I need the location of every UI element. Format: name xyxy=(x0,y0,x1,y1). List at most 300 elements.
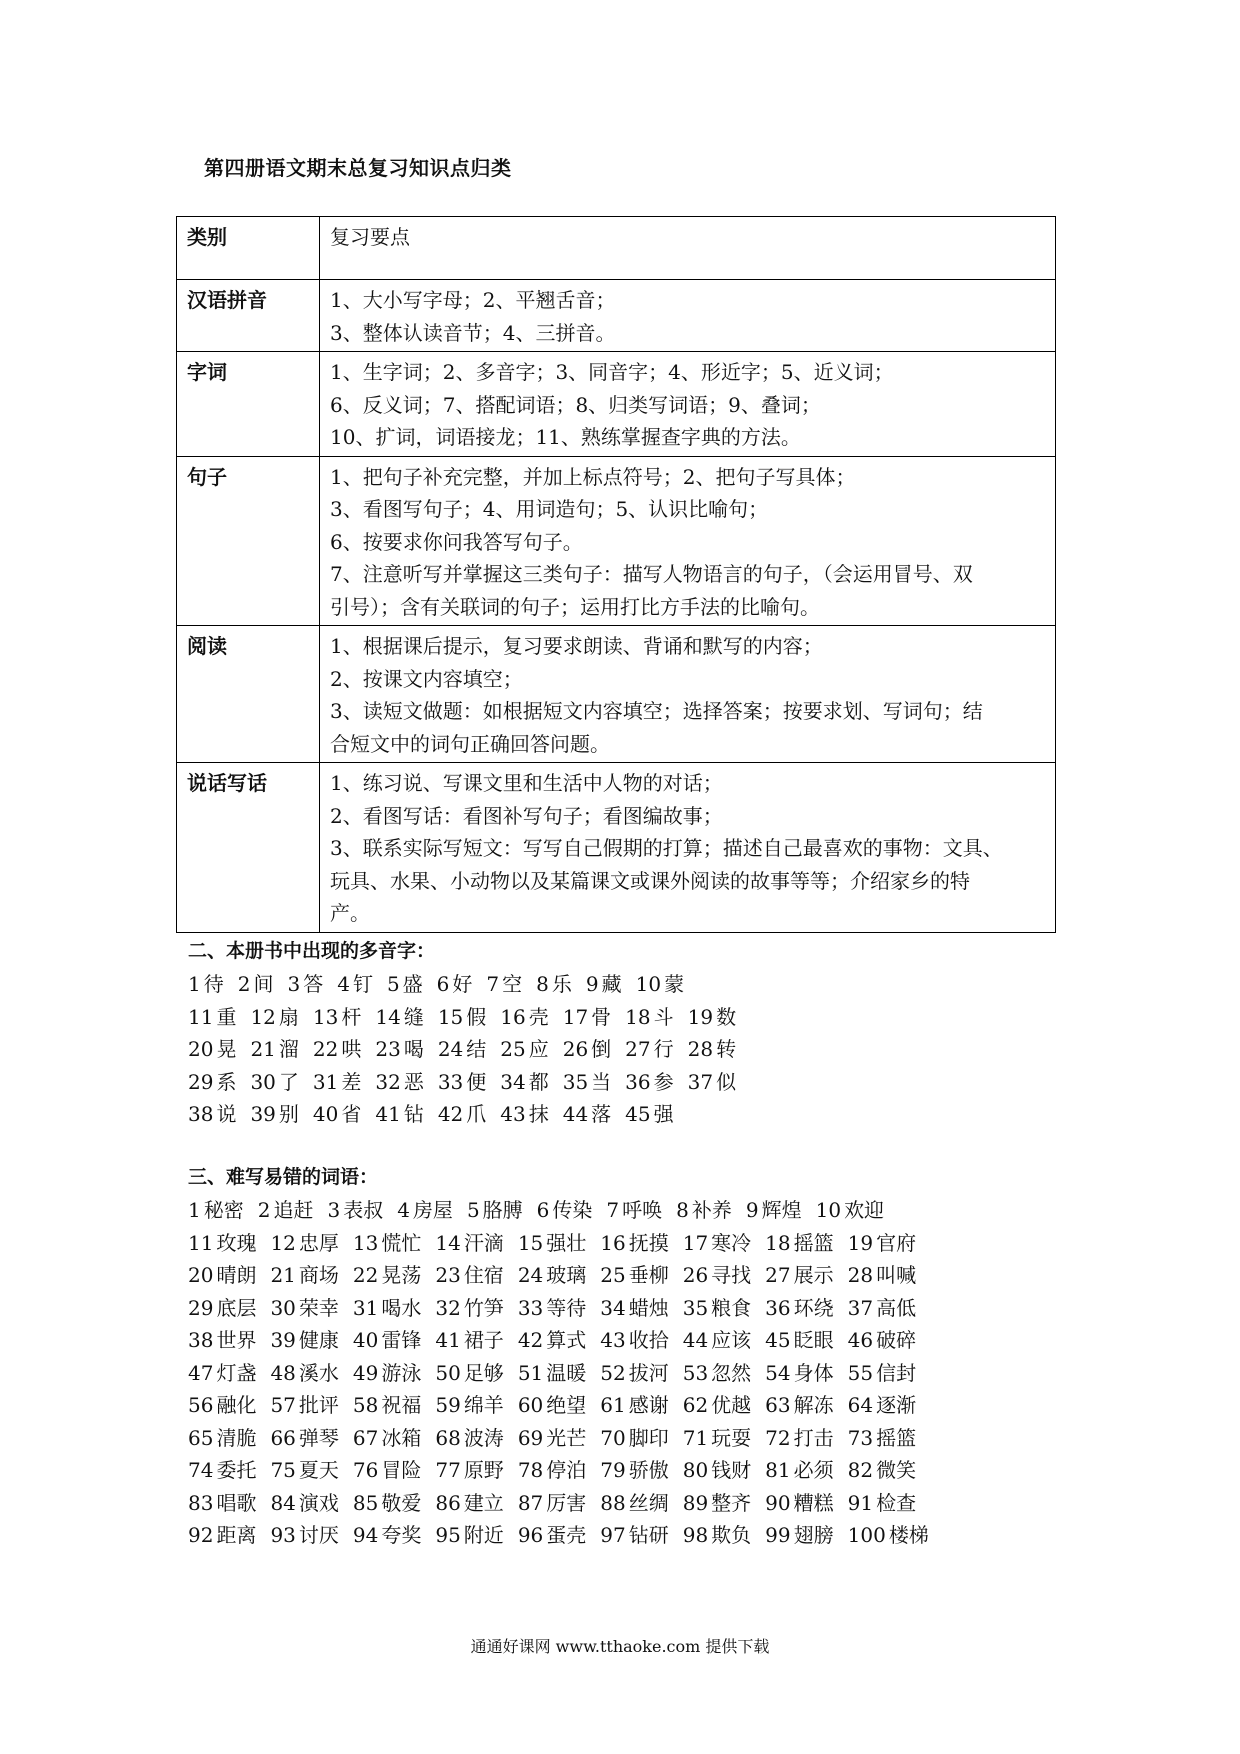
entry-number: 2 xyxy=(237,972,251,996)
entry-text: 收拾 xyxy=(628,1328,669,1352)
polyphonic-character xyxy=(500,1098,548,1131)
hard-word xyxy=(435,1259,503,1292)
entry-number: 26 xyxy=(682,1263,709,1287)
entry-text: 缝 xyxy=(403,1004,424,1029)
hard-word xyxy=(848,1519,929,1552)
table-row xyxy=(177,626,1056,763)
entry-text: 骄傲 xyxy=(628,1458,669,1482)
point-line: 3、整体认读音节；4、三拼音。 xyxy=(330,320,616,345)
entry-number: 21 xyxy=(250,1037,276,1061)
entry-text: 脚印 xyxy=(628,1425,669,1450)
entry-text: 夏天 xyxy=(298,1458,339,1482)
entry-number: 41 xyxy=(435,1328,461,1352)
entry-text: 忽然 xyxy=(711,1360,752,1385)
entry-text: 竹笋 xyxy=(463,1295,504,1320)
entry-text: 摇篮 xyxy=(793,1230,834,1255)
hard-word xyxy=(270,1487,338,1520)
hard-word xyxy=(435,1487,503,1520)
entry-number: 73 xyxy=(847,1425,874,1450)
entry-number: 27 xyxy=(765,1263,791,1287)
hard-word xyxy=(258,1194,314,1227)
entry-number: 20 xyxy=(188,1037,214,1061)
entry-text: 检查 xyxy=(876,1490,917,1515)
entry-number: 78 xyxy=(517,1458,544,1482)
point-line: 7、注意听写并掌握这三类句子：描写人物语言的句子，（会运用冒号、双 xyxy=(330,562,973,586)
entry-number: 94 xyxy=(352,1523,379,1547)
entry-text: 厉害 xyxy=(546,1490,587,1515)
hard-word xyxy=(353,1454,421,1487)
entry-number: 99 xyxy=(765,1523,791,1547)
hard-word xyxy=(848,1389,916,1422)
entry-text: 健康 xyxy=(298,1328,339,1352)
entry-text: 等待 xyxy=(546,1295,587,1320)
entry-number: 6 xyxy=(536,1198,550,1222)
point-line: 10、扩词，词语接龙；11、熟练掌握查字典的方法。 xyxy=(330,425,801,449)
hard-word xyxy=(188,1389,256,1422)
hard-word xyxy=(765,1389,833,1422)
entry-number: 31 xyxy=(312,1069,339,1094)
entry-number: 52 xyxy=(600,1360,626,1385)
entry-text: 破碎 xyxy=(876,1328,917,1352)
entry-text: 唱歌 xyxy=(216,1490,257,1515)
entry-text: 寒冷 xyxy=(711,1230,752,1255)
hard-word xyxy=(683,1324,751,1357)
hard-word xyxy=(600,1292,668,1325)
entry-number: 69 xyxy=(517,1425,544,1450)
hard-word xyxy=(188,1357,256,1390)
hard-word xyxy=(270,1324,338,1357)
hard-word xyxy=(188,1227,256,1260)
entry-number: 6 xyxy=(436,972,450,996)
entry-number: 1 xyxy=(188,1198,201,1222)
entry-number: 74 xyxy=(188,1458,214,1482)
entry-row xyxy=(188,1033,1068,1066)
hard-word xyxy=(600,1227,668,1260)
polyphonic-character xyxy=(438,1033,486,1066)
polyphonic-character xyxy=(563,1033,611,1066)
entry-number: 82 xyxy=(847,1458,874,1482)
polyphonic-character xyxy=(250,1033,298,1066)
entry-number: 46 xyxy=(847,1328,874,1352)
entry-number: 38 xyxy=(188,1102,214,1126)
entry-row xyxy=(188,1194,1068,1227)
entry-number: 80 xyxy=(682,1458,709,1482)
entry-row xyxy=(188,1422,1068,1455)
polyphonic-character xyxy=(625,1033,673,1066)
entry-number: 62 xyxy=(682,1393,709,1417)
row-points xyxy=(320,352,1056,457)
entry-number: 25 xyxy=(500,1037,526,1061)
hard-word xyxy=(270,1519,338,1552)
entry-text: 好 xyxy=(452,972,473,996)
hard-word xyxy=(765,1519,833,1552)
entry-number: 29 xyxy=(188,1295,214,1320)
hard-word xyxy=(765,1292,833,1325)
entry-number: 10 xyxy=(815,1198,842,1222)
entry-text: 辉煌 xyxy=(761,1198,802,1222)
entry-text: 叫喊 xyxy=(876,1263,917,1287)
polyphonic-character xyxy=(486,968,522,1001)
entry-text: 粮食 xyxy=(711,1295,752,1320)
entry-number: 36 xyxy=(625,1069,651,1094)
entry-text: 哄 xyxy=(341,1037,362,1061)
entry-number: 100 xyxy=(847,1523,886,1547)
entry-text: 摇篮 xyxy=(876,1425,917,1450)
entry-text: 丝绸 xyxy=(628,1490,669,1515)
hard-word xyxy=(848,1324,916,1357)
entry-number: 15 xyxy=(437,1004,464,1029)
hard-word xyxy=(353,1519,421,1552)
entry-number: 43 xyxy=(500,1102,526,1126)
hard-word xyxy=(683,1357,751,1390)
entry-text: 结 xyxy=(466,1037,487,1061)
entry-text: 蜡烛 xyxy=(628,1295,669,1320)
hard-word xyxy=(188,1422,256,1455)
polyphonic-character xyxy=(188,1001,236,1034)
entry-number: 23 xyxy=(435,1263,461,1287)
entry-text: 蛋壳 xyxy=(546,1523,587,1547)
entry-text: 委托 xyxy=(216,1458,257,1482)
entry-text: 倒 xyxy=(591,1037,612,1061)
table-row xyxy=(177,280,1056,352)
entry-text: 晃荡 xyxy=(381,1263,422,1287)
hard-word xyxy=(188,1292,256,1325)
entry-text: 钻 xyxy=(403,1102,424,1126)
hard-word xyxy=(600,1357,668,1390)
entry-text: 拔河 xyxy=(628,1360,669,1385)
entry-number: 23 xyxy=(375,1037,401,1061)
hard-word xyxy=(270,1259,338,1292)
hard-word xyxy=(676,1194,732,1227)
polyphonic-character xyxy=(375,1001,423,1034)
entry-text: 溜 xyxy=(278,1037,299,1061)
entry-number: 22 xyxy=(312,1037,339,1061)
entry-number: 92 xyxy=(188,1523,214,1547)
entry-number: 97 xyxy=(600,1523,626,1547)
entry-number: 75 xyxy=(270,1458,296,1482)
polyphonic-character xyxy=(387,968,423,1001)
row-category: 阅读 xyxy=(177,626,320,763)
table-row xyxy=(177,763,1056,933)
header-points: 复习要点 xyxy=(320,217,1056,280)
entry-text: 玫瑰 xyxy=(216,1230,257,1255)
polyphonic-character xyxy=(625,1001,673,1034)
entry-number: 41 xyxy=(375,1102,401,1126)
point-line: 3、联系实际写短文：写写自己假期的打算；描述自己最喜欢的事物：文具、 xyxy=(330,836,1003,860)
entry-number: 18 xyxy=(625,1004,651,1029)
point-line: 玩具、水果、小动物以及某篇课文或课外阅读的故事等等；介绍家乡的特 xyxy=(330,868,970,893)
entry-text: 都 xyxy=(528,1069,549,1094)
entry-number: 16 xyxy=(600,1230,626,1255)
entry-text: 秘密 xyxy=(203,1198,244,1222)
entry-text: 融化 xyxy=(216,1393,257,1417)
entry-number: 33 xyxy=(437,1069,464,1094)
entry-text: 说 xyxy=(216,1102,237,1126)
hard-word xyxy=(765,1259,833,1292)
entry-number: 16 xyxy=(500,1004,526,1029)
point-line: 6、反义词；7、搭配词语；8、归类写词语；9、叠词； xyxy=(330,392,821,417)
entry-text: 敬爱 xyxy=(381,1490,422,1515)
entry-number: 65 xyxy=(188,1425,214,1450)
hard-word xyxy=(600,1487,668,1520)
hard-word xyxy=(816,1194,884,1227)
entry-number: 76 xyxy=(352,1458,379,1482)
entry-text: 慌忙 xyxy=(381,1230,422,1255)
hard-word xyxy=(518,1454,586,1487)
hard-word xyxy=(270,1227,338,1260)
entry-number: 47 xyxy=(188,1360,214,1385)
row-points xyxy=(320,280,1056,352)
entry-text: 讨厌 xyxy=(298,1523,339,1547)
hard-word xyxy=(353,1389,421,1422)
entry-number: 44 xyxy=(682,1328,709,1352)
entry-text: 晃 xyxy=(216,1037,237,1061)
entry-text: 演戏 xyxy=(298,1490,339,1515)
polyphonic-character xyxy=(688,1033,736,1066)
entry-number: 89 xyxy=(682,1490,709,1515)
entry-text: 身体 xyxy=(793,1360,834,1385)
entry-number: 42 xyxy=(517,1328,544,1352)
entry-number: 68 xyxy=(435,1425,461,1450)
entry-text: 祝福 xyxy=(381,1393,422,1417)
hard-word xyxy=(537,1194,593,1227)
entry-number: 63 xyxy=(765,1393,791,1417)
entry-text: 蒙 xyxy=(664,972,685,996)
entry-number: 19 xyxy=(847,1230,874,1255)
hard-word xyxy=(683,1519,751,1552)
entry-number: 3 xyxy=(287,972,301,996)
row-category: 汉语拼音 xyxy=(177,280,320,352)
entry-text: 整齐 xyxy=(711,1490,752,1515)
entry-text: 行 xyxy=(653,1037,674,1061)
entry-row xyxy=(188,1324,1068,1357)
entry-number: 87 xyxy=(517,1490,544,1515)
entry-number: 35 xyxy=(562,1069,589,1094)
entry-number: 72 xyxy=(765,1425,791,1450)
entry-text: 冒险 xyxy=(381,1458,422,1482)
entry-text: 便 xyxy=(466,1069,487,1094)
entry-text: 补养 xyxy=(691,1198,732,1222)
entry-number: 32 xyxy=(375,1069,401,1094)
point-line: 2、看图写话：看图补写句子；看图编故事； xyxy=(330,803,723,828)
hard-word xyxy=(518,1389,586,1422)
hard-word xyxy=(435,1519,503,1552)
entry-text: 假 xyxy=(466,1004,487,1029)
table-header-row xyxy=(177,217,1056,280)
hard-word xyxy=(683,1454,751,1487)
entry-text: 参 xyxy=(653,1069,674,1094)
polyphonic-character xyxy=(238,968,274,1001)
entry-number: 50 xyxy=(435,1360,461,1385)
entry-row xyxy=(188,1454,1068,1487)
entry-number: 4 xyxy=(337,972,350,996)
entry-text: 省 xyxy=(341,1102,362,1126)
entry-text: 附近 xyxy=(463,1523,504,1547)
polyphonic-character xyxy=(563,1098,611,1131)
hard-word xyxy=(765,1422,833,1455)
point-line: 3、看图写句子；4、用词造句；5、认识比喻句； xyxy=(330,497,769,521)
entry-number: 30 xyxy=(270,1295,296,1320)
entry-number: 40 xyxy=(352,1328,379,1352)
entry-text: 胳膊 xyxy=(482,1198,523,1222)
entry-number: 58 xyxy=(352,1393,379,1417)
entry-text: 房屋 xyxy=(412,1198,453,1222)
entry-text: 钱财 xyxy=(711,1458,752,1482)
row-points xyxy=(320,763,1056,933)
hard-word xyxy=(848,1259,916,1292)
polyphonic-character xyxy=(586,968,622,1001)
point-line: 6、按要求你问我答写句子。 xyxy=(330,529,583,554)
polyphonic-character xyxy=(250,1098,298,1131)
entry-text: 重 xyxy=(216,1004,237,1029)
entry-number: 25 xyxy=(600,1263,626,1287)
polyphonic-character xyxy=(625,1066,673,1099)
entry-number: 5 xyxy=(386,972,400,996)
entry-number: 43 xyxy=(600,1328,626,1352)
polyphonic-character xyxy=(688,1066,736,1099)
polyphonic-character xyxy=(287,968,323,1001)
point-line: 1、生字词；2、多音字；3、同音字；4、形近字；5、近义词； xyxy=(330,360,894,384)
hard-words-heading: 三、难写易错的词语： xyxy=(188,1166,379,1188)
entry-number: 36 xyxy=(765,1295,791,1320)
hard-word xyxy=(518,1422,586,1455)
hard-word xyxy=(435,1357,503,1390)
polyphonic-character xyxy=(636,968,684,1001)
hard-word xyxy=(353,1422,421,1455)
entry-number: 40 xyxy=(312,1102,339,1126)
polyphonic-character xyxy=(188,1066,236,1099)
entry-number: 18 xyxy=(765,1230,791,1255)
polyphonic-character xyxy=(188,968,224,1001)
entry-text: 钻研 xyxy=(628,1523,669,1547)
entry-text: 别 xyxy=(278,1102,299,1126)
polyphonic-character xyxy=(563,1001,611,1034)
entry-number: 9 xyxy=(745,1198,759,1222)
row-points xyxy=(320,456,1056,626)
hard-word xyxy=(606,1194,662,1227)
entry-number: 39 xyxy=(250,1102,276,1126)
entry-text: 裙子 xyxy=(463,1328,504,1352)
entry-number: 45 xyxy=(765,1328,791,1352)
hard-word xyxy=(188,1519,256,1552)
entry-number: 19 xyxy=(687,1004,714,1029)
hard-word xyxy=(270,1292,338,1325)
entry-text: 垂柳 xyxy=(628,1263,669,1287)
entry-text: 差 xyxy=(341,1069,362,1094)
entry-text: 优越 xyxy=(711,1393,752,1417)
hard-word xyxy=(353,1487,421,1520)
footer: 通通好课网 www.tthaoke.com 提供下载 xyxy=(470,1637,770,1656)
entry-text: 盛 xyxy=(402,972,423,996)
entry-number: 8 xyxy=(676,1198,689,1222)
polyphonic-character xyxy=(313,1033,361,1066)
entry-text: 糟糕 xyxy=(793,1490,834,1515)
entry-number: 26 xyxy=(562,1037,589,1061)
entry-row xyxy=(188,1001,1068,1034)
header-category: 类别 xyxy=(177,217,320,280)
point-line: 2、按课文内容填空； xyxy=(330,666,523,691)
entry-text: 玩耍 xyxy=(711,1425,752,1450)
review-table xyxy=(176,216,1056,933)
hard-word xyxy=(683,1422,751,1455)
entry-text: 原野 xyxy=(463,1458,504,1482)
polyphonic-character xyxy=(250,1066,298,1099)
entry-number: 11 xyxy=(188,1004,214,1029)
entry-number: 44 xyxy=(562,1102,589,1126)
hard-word xyxy=(600,1259,668,1292)
entry-row xyxy=(188,1259,1068,1292)
entry-text: 欢迎 xyxy=(844,1198,885,1222)
entry-text: 展示 xyxy=(793,1263,834,1287)
entry-text: 表叔 xyxy=(343,1198,384,1222)
polyphonic-character xyxy=(438,1098,486,1131)
polyphonic-character xyxy=(375,1066,423,1099)
polyphonic-character xyxy=(313,1098,361,1131)
hard-word xyxy=(848,1227,916,1260)
entry-text: 当 xyxy=(591,1069,612,1094)
entry-text: 世界 xyxy=(216,1328,257,1352)
entry-text: 环绕 xyxy=(793,1295,834,1320)
entry-number: 91 xyxy=(847,1490,874,1515)
entry-number: 28 xyxy=(687,1037,714,1061)
entry-number: 5 xyxy=(466,1198,480,1222)
entry-number: 60 xyxy=(517,1393,544,1417)
polyphonic-character xyxy=(500,1001,548,1034)
polyphonic-character xyxy=(625,1098,673,1131)
entry-text: 商场 xyxy=(298,1263,339,1287)
hard-word xyxy=(746,1194,802,1227)
entry-number: 31 xyxy=(352,1295,379,1320)
entry-number: 4 xyxy=(397,1198,410,1222)
entry-text: 距离 xyxy=(216,1523,257,1547)
polyphonic-character xyxy=(688,1001,736,1034)
entry-number: 37 xyxy=(687,1069,714,1094)
entry-text: 温暖 xyxy=(546,1360,587,1385)
entry-text: 建立 xyxy=(463,1490,504,1515)
entry-number: 12 xyxy=(270,1230,296,1255)
entry-row xyxy=(188,1487,1068,1520)
hard-word xyxy=(270,1357,338,1390)
polyphonic-character xyxy=(337,968,373,1001)
entry-number: 88 xyxy=(600,1490,626,1515)
polyphonic-character xyxy=(313,1066,361,1099)
entry-text: 信封 xyxy=(876,1360,917,1385)
entry-number: 96 xyxy=(517,1523,544,1547)
entry-text: 忠厚 xyxy=(298,1230,339,1255)
entry-text: 翅膀 xyxy=(793,1523,834,1547)
entry-text: 扇 xyxy=(278,1004,299,1029)
hard-word xyxy=(518,1227,586,1260)
entry-number: 27 xyxy=(625,1037,651,1061)
hard-word xyxy=(270,1422,338,1455)
point-line: 产。 xyxy=(330,901,370,925)
entry-number: 59 xyxy=(435,1393,461,1417)
entry-text: 荣幸 xyxy=(298,1295,339,1320)
hard-word xyxy=(353,1227,421,1260)
entry-number: 34 xyxy=(600,1295,626,1320)
entry-text: 传染 xyxy=(552,1198,593,1222)
point-line: 3、读短文做题：如根据短文内容填空；选择答案；按要求划、写词句；结 xyxy=(330,699,983,723)
entry-number: 79 xyxy=(600,1458,626,1482)
entry-number: 9 xyxy=(585,972,599,996)
row-category: 字词 xyxy=(177,352,320,457)
entry-number: 17 xyxy=(562,1004,589,1029)
entry-number: 24 xyxy=(437,1037,464,1061)
entry-text: 汗滴 xyxy=(463,1230,504,1255)
entry-row xyxy=(188,1357,1068,1390)
entry-number: 64 xyxy=(847,1393,874,1417)
hard-word xyxy=(353,1259,421,1292)
